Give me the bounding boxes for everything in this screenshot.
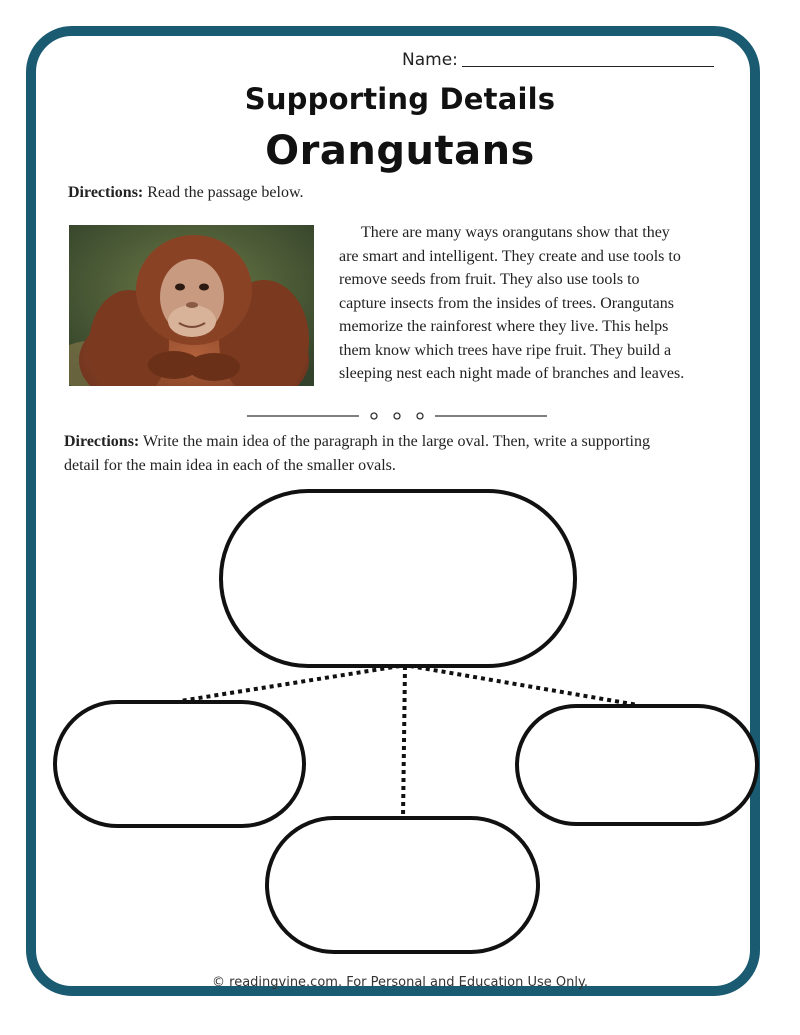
worksheet-title: Supporting Details: [244, 82, 556, 116]
directions-text: detail for the main idea in each of the smaller ovals.: [64, 457, 396, 474]
orangutan-illustration: [69, 225, 314, 386]
passage-line: them know which trees have ripe fruit. They build a: [339, 341, 672, 359]
name-label: Name:: [402, 50, 458, 70]
passage-line: sleeping nest each night made of branches and leaves.: [339, 365, 685, 382]
directions-text: Write the main idea of the paragraph in the large oval. Then, write a supporting: [139, 433, 650, 450]
name-blank-line[interactable]: [462, 50, 714, 67]
orangutan-photo: [69, 225, 314, 386]
graphic-organizer: [0, 480, 800, 960]
passage-line: are smart and intelligent. They create and use tools to: [339, 247, 681, 265]
passage-line: memorize the rainforest where they live. This helps: [339, 318, 669, 335]
directions-read: [68, 184, 304, 202]
directions-label: Directions:: [68, 184, 144, 201]
directions-text: Read the passage below.: [143, 184, 304, 201]
directions-label: Directions:: [64, 433, 140, 450]
copyright-footer: © readingvine.com. For Personal and Education Use Only.: [212, 975, 588, 990]
connector-center: [403, 666, 405, 818]
name-field[interactable]: [402, 50, 714, 70]
reading-passage: [339, 221, 739, 386]
connector-right: [410, 666, 638, 705]
worksheet-subtitle: Orangutans: [265, 128, 535, 174]
passage-line: There are many ways orangutans show that they: [361, 224, 670, 241]
main-idea-oval[interactable]: [221, 491, 575, 666]
connector-left: [180, 666, 400, 701]
detail-oval-right[interactable]: [517, 706, 757, 824]
passage-line: remove seeds from fruit. They also use tools to: [339, 271, 640, 288]
detail-oval-left[interactable]: [55, 702, 304, 826]
detail-oval-center[interactable]: [267, 818, 538, 952]
passage-line: capture insects from the insides of trees. Orangutans: [339, 294, 675, 312]
section-divider: [247, 406, 547, 426]
directions-organizer: [64, 430, 744, 478]
